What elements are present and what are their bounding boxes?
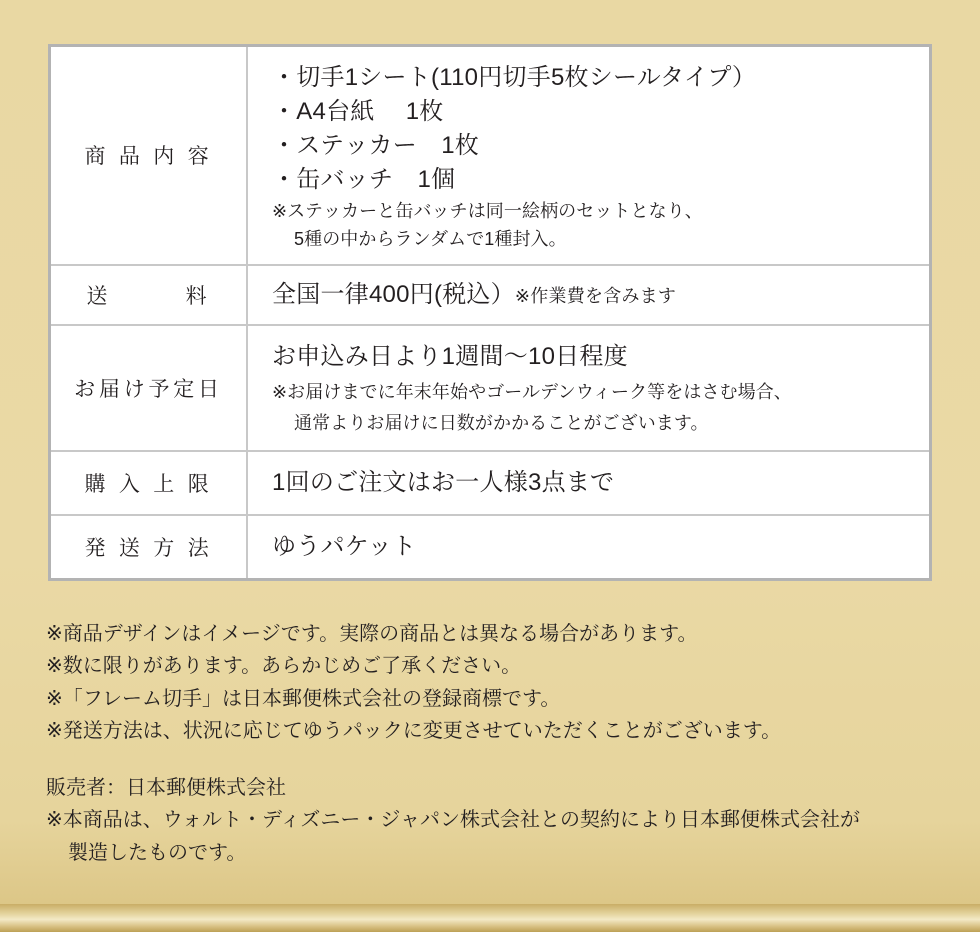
shipping-fee-line xyxy=(272,278,919,312)
row-label-delivery-date: お届け予定日 xyxy=(51,325,247,451)
table-row xyxy=(51,515,929,578)
row-label-shipping-method: 発 送 方 法 xyxy=(51,515,247,578)
disclaimer-notes xyxy=(46,618,946,748)
row-value-delivery-date xyxy=(247,325,929,451)
purchase-limit-line: 1回のご注文はお一人様3点まで xyxy=(272,469,615,497)
shipping-method-line: ゆうパケット xyxy=(272,533,417,561)
seller-information xyxy=(46,772,946,869)
row-value-purchase-limit xyxy=(247,451,929,515)
row-value-product-contents xyxy=(247,47,929,265)
delivery-date-line: お申込み日より1週間〜10日程度 xyxy=(272,342,628,370)
table-row xyxy=(51,47,929,265)
contents-note-1: ※ステッカーと缶バッチは同一絵柄のセットとなり、 xyxy=(272,201,703,222)
note-line: ※「フレーム切手」は日本郵便株式会社の登録商標です。 xyxy=(46,687,561,710)
shipping-fee-amount: 全国一律400円(税込） xyxy=(272,280,515,308)
contents-line-4: ・缶バッチ 1個 xyxy=(272,166,456,194)
row-value-shipping-method xyxy=(247,515,929,578)
contents-line-2: ・A4台紙 1枚 xyxy=(272,98,444,126)
table-row xyxy=(51,265,929,325)
contents-note-2: 5種の中からランダムで1種封入。 xyxy=(294,228,567,249)
note-line: ※発送方法は、状況に応じてゆうパックに変更させていただくことがございます。 xyxy=(46,720,782,743)
bottom-gold-band xyxy=(0,904,980,932)
product-spec-table xyxy=(48,44,932,581)
row-label-purchase-limit: 購 入 上 限 xyxy=(51,451,247,515)
contents-line-1: ・切手1シート(110円切手5枚シールタイプ） xyxy=(272,64,757,91)
seller-license-line-1: ※本商品は、ウォルト・ディズニー・ジャパン株式会社との契約により日本郵便株式会社が xyxy=(46,809,860,832)
row-label-product-contents: 商 品 内 容 xyxy=(51,47,247,265)
table-row xyxy=(51,325,929,451)
note-line: ※数に限りがあります。あらかじめご了承ください。 xyxy=(46,655,522,678)
seller-name-line: 販売者：日本郵便株式会社 xyxy=(46,777,286,799)
delivery-note-1: ※お届けまでに年末年始やゴールデンウィーク等をはさむ場合、 xyxy=(272,381,792,402)
note-line: ※商品デザインはイメージです。実際の商品とは異なる場合があります。 xyxy=(46,623,698,645)
contents-line-3: ・ステッカー 1枚 xyxy=(272,132,480,160)
row-label-shipping-fee: 送 料 xyxy=(51,265,247,325)
shipping-fee-note: ※作業費を含みます xyxy=(514,285,677,306)
table-row xyxy=(51,451,929,515)
seller-license-line-2: 製造したものです。 xyxy=(68,841,247,864)
delivery-note-2: 通常よりお届けに日数がかかることがございます。 xyxy=(294,413,709,434)
row-value-shipping-fee xyxy=(247,265,929,325)
